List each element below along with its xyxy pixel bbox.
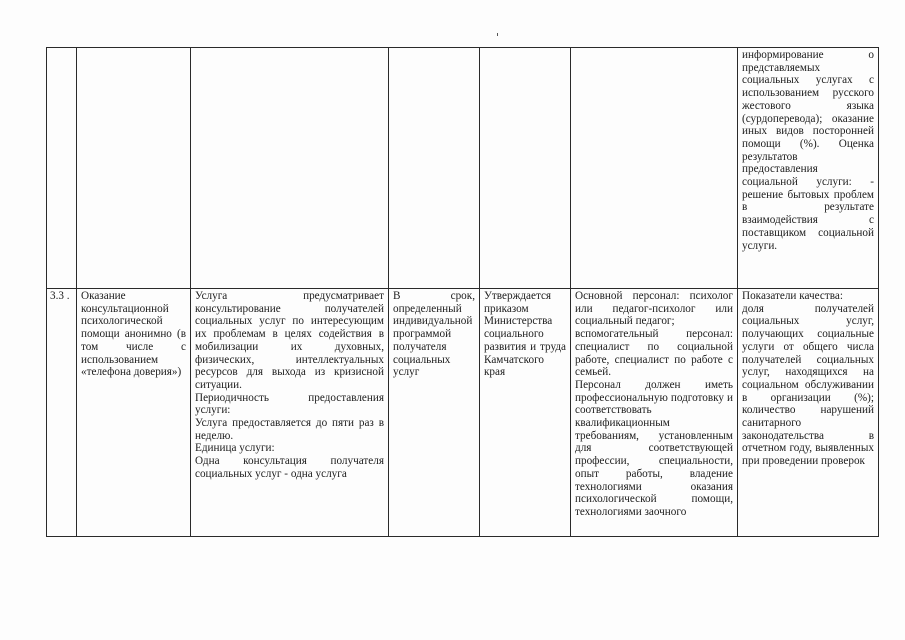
unit-label: Единица услуги: <box>195 442 275 455</box>
periodicity-text: Услуга предоставляется до пяти раз в неделю. <box>195 417 384 442</box>
cell-quality <box>738 48 879 289</box>
cell-norms <box>480 289 571 537</box>
table-row-service-3-3 <box>47 289 879 537</box>
periodicity-label: Периодичность предоставления услуги: <box>195 391 384 417</box>
cell-number <box>47 48 77 289</box>
staff-requirements: Персонал должен иметь профессиональную подготовку и соответствовать квалификационным требованиям, установленным для соответствующей профессии, специальности, опыт работы, владение технологиями оказания психологической помощи, технологиями заочного <box>575 378 733 518</box>
service-norms: Утверждается приказом Министерства социального развития и труда Камчатского края <box>484 290 566 379</box>
table-row-continuation <box>47 48 879 289</box>
cell-number <box>47 289 77 537</box>
staff-main: Основной персонал: психолог или педагог-психолог или социальный педагог; <box>575 290 733 328</box>
cell-term <box>389 48 480 289</box>
cell-term <box>389 289 480 537</box>
service-description: Услуга предусматривает консультирование получателей социальных услуг по интересующим их проблемам в целях содействия в мобилизации их духовных, физических, интеллектуальных ресурсов для выхода из кризисной ситуации. <box>195 290 384 391</box>
service-number: 3.3 . <box>50 290 70 302</box>
cell-staff <box>571 289 738 537</box>
cell-name <box>77 289 191 537</box>
unit-text: Одна консультация получателя социальных услуг - одна услуга <box>195 455 384 480</box>
cell-quality <box>738 289 879 537</box>
service-term: В срок, определенный индивидуальной программой получателя социальных услуг <box>393 290 475 379</box>
quality-continuation-text: информирование о представляемых социальных услугах с использованием русского жестового языка (сурдоперевода); оказание иных видов посторонней помощи (%). Оценка результатов предоставления социальной услуги: - решение бытовых проблем в результате взаимодействия с поставщиком социальной услуги. <box>742 49 874 252</box>
staff-aux: вспомогательный персонал: специалист по социальной работе, специалист по работе с семьей. <box>575 328 733 379</box>
cell-description <box>191 289 389 537</box>
quality-text: доля получателей социальных услуг, получающих социальные услуги от общего числа получателей социальных услуг, находящихся на социальном обслуживании в организации (%); количество нарушений санитарного законодательства в отчетном году, выявленных при проведении проверок <box>742 302 874 468</box>
cell-norms <box>480 48 571 289</box>
cell-name <box>77 48 191 289</box>
scan-speck <box>497 33 498 36</box>
cell-staff <box>571 48 738 289</box>
services-table <box>46 47 879 537</box>
cell-description <box>191 48 389 289</box>
service-name: Оказание консультационной психологической помощи анонимно (в том числе с использованием «телефона доверия») <box>81 290 186 379</box>
quality-label: Показатели качества: <box>742 290 843 302</box>
